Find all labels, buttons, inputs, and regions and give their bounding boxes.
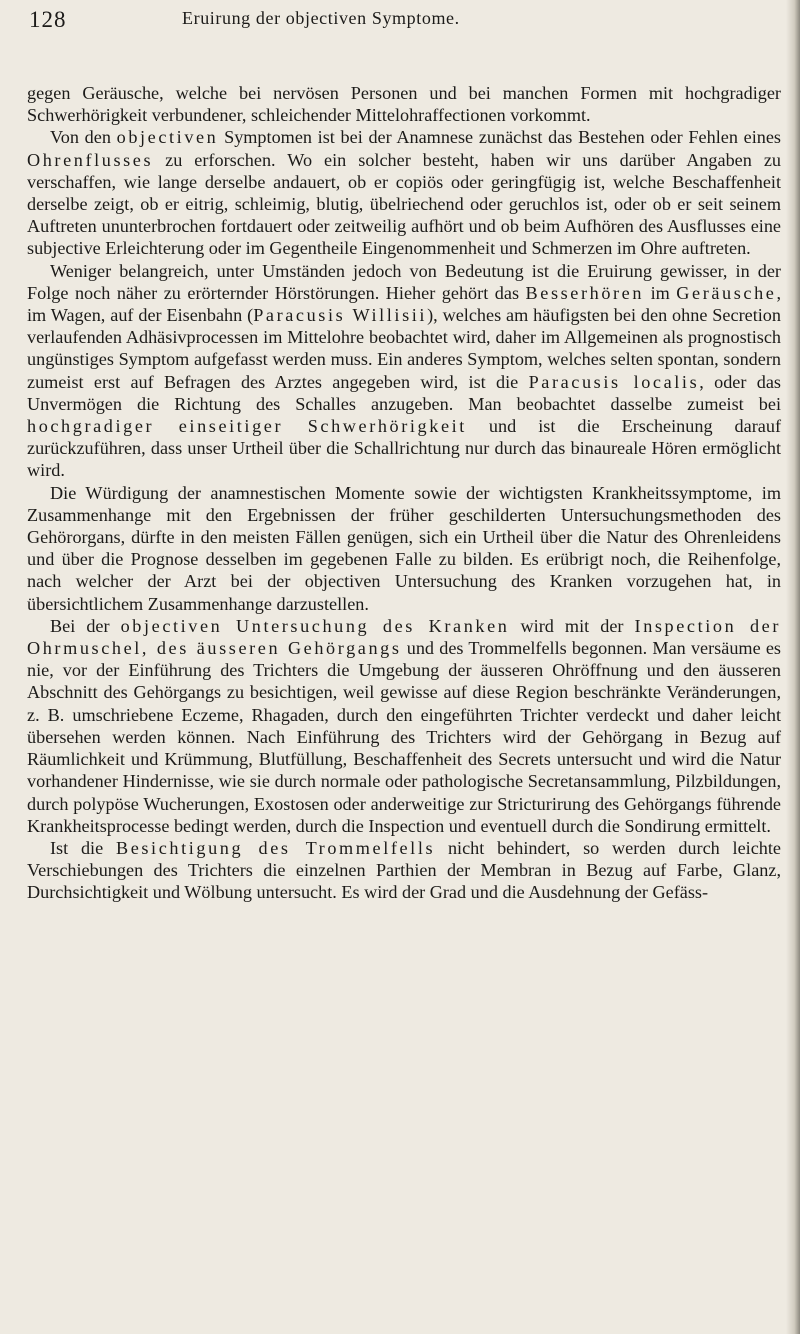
page-edge-shadow [786,0,800,1334]
text-run: im [644,282,677,303]
spaced-term: Geräusche [676,282,777,303]
text-run: zu erforschen. Wo ein solcher besteht, haben wir uns darüber Angaben zu verschaffen, wie lange derselbe andauert, ob er copiös oder geringfügig ist, welche Beschaffenheit derselbe zeigt, ob er eitrig, schleimig, blutig, übelriechend oder geruchlos ist, oder ob er seit seinem Auftreten ununterbrochen fortdauert oder zeitweilig aufhört und ob beim Aufhören des Ausflusses eine subjective Erleichterung oder im Gegentheile Eingenommenheit und Schmerzen im Ohre auftreten. [27,149,781,259]
spaced-term: hochgradiger einseitiger Schwerhörigkeit [27,416,467,437]
paragraph [27,837,781,904]
running-head: Eruirung der objectiven Symptome. [182,8,460,28]
paragraph [27,126,781,259]
spaced-term: Besserhören [525,282,645,303]
spaced-term: Paracusis Willisii [253,305,428,326]
spaced-term: Ohrenflusses [27,149,154,170]
text-run: Weniger belangreich, unter Umständen jedoch von Bedeutung ist die Eruirung gewisser, in der Folge noch näher zu erörternder Hörstörungen. Hieher gehört das [27,260,781,303]
text-run: Bei der [50,615,121,636]
text-run: und ist die Erscheinung darauf zurückzuführen, dass unser Urtheil über die Schallrichtung nur durch das binaureale Hören ermöglicht wird. [27,416,781,481]
spaced-term: Paracusis localis [528,371,700,392]
paragraph [27,82,781,126]
text-run: Ist die [50,837,116,858]
text-run: Symptomen ist bei der Anamnese zunächst das Bestehen oder Fehlen eines [218,127,781,148]
text-run: Die Würdigung der anamnestischen Momente sowie der wichtigsten Krankheitssymptome, im Zusammenhange mit den Ergebnissen der früher geschilderten Untersuchungsmethoden des Gehörorgans, dürfte in den meisten Fällen genügen, sich ein Urtheil über die Natur des Ohrenleidens und über die Prognose desselben im gegebenen Falle zu bilden. Es erübrigt noch, die Reihenfolge, nach welcher der Arzt bei der objectiven Untersuchung des Kranken vorzugehen hat, in übersichtlichem Zusammenhange darzustellen. [27,482,781,614]
text-run: , oder das Unvermögen die Richtung des Schalles anzugeben. Man beobachtet dasselbe zumeist bei [27,371,781,414]
paragraph [27,260,781,482]
spaced-term: Inspection der Ohrmuschel, des äusseren Gehörgangs [27,615,781,659]
text-run: wird mit der [509,615,635,636]
body-text [27,82,781,904]
text-run: und des Trommelfells begonnen. Man versäume es nie, vor der Einführung des Trichters die Umgebung der äusseren Ohröffnung und den äusseren Abschnitt des Gehörgangs zu besichtigen, weil gewisse auf diese Region beschränkte Veränderungen, z. B. umschriebene Eczeme, Rhagaden, durch den eingeführten Trichter verdeckt und daher leicht übersehen werden können. Nach Einführung des Trichters wird der Gehörgang in Bezug auf Räumlichkeit und Krümmung, Blutfüllung, Beschaffenheit des Secrets untersucht und wird die Natur vorhandener Hindernisse, wie sie durch normale oder pathologische Secretansammlung, Pilzbildungen, durch polypöse Wucherungen, Exostosen oder anderweitige zur Stricturirung des Gehörgangs führende Krankheitsprocesse bedingt werden, durch die Inspection und eventuell durch die Sondirung ermittelt. [27,638,782,836]
text-run: , im Wagen, auf der Eisenbahn ( [27,282,781,326]
text-run: ), welches am häufigsten bei den ohne Secretion verlaufenden Adhäsivprocessen im Mittelohre beobachtet wird, daher im Allgemeinen als prognostisch ungünstiges Symptom aufgefasst werden muss. Ein anderes Symptom, welches selten spontan, sondern zumeist erst auf Befragen des Arztes angegeben wird, ist die [27,305,781,392]
paragraph [27,615,781,837]
spaced-term: objectiven [116,127,219,148]
spaced-term: Besichtigung des Trommelfells [115,837,436,858]
paragraph [27,482,781,615]
spaced-term: objectiven Untersuchung des Kranken [120,615,510,636]
text-run: Von den [50,127,117,148]
page-number: 128 [29,7,67,32]
text-run: nicht behindert, so werden durch leichte Verschiebungen des Trichters die einzelnen Parthien der Membran in Bezug auf Farbe, Glanz, Durchsichtigkeit und Wölbung untersucht. Es wird der Grad und die Ausdehnung der Gefäss- [27,837,781,903]
text-run: gegen Geräusche, welche bei nervösen Personen und bei manchen Formen mit hochgradiger Schwerhörigkeit verbundener, schleichender Mittelohraffectionen vorkommt. [27,83,781,126]
